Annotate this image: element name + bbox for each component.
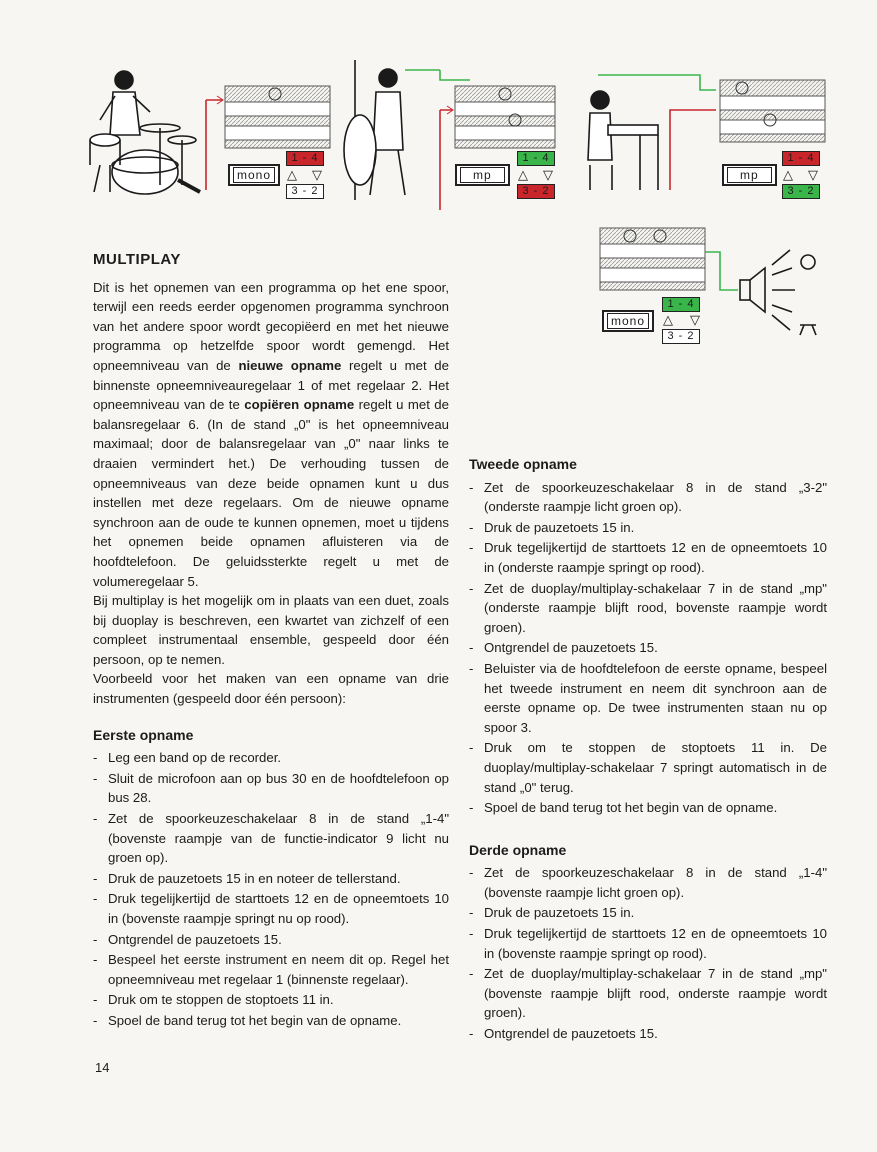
step-list-third (469, 863, 827, 1043)
mode-switch-mp-3: mp (722, 164, 777, 186)
up-triangle-icon: △ (663, 312, 673, 327)
down-triangle-icon: ▽ (808, 167, 818, 182)
list-item: - Druk om te stoppen de stoptoets 11 in. De duoplay/multiplay-schakelaar 7 springt automatisch in de stand „0" terug. (469, 738, 827, 797)
mode-switch-mono-1: mono (228, 164, 280, 186)
up-triangle-icon: △ (287, 167, 297, 182)
list-item: - Zet de spoorkeuzeschakelaar 8 in de stand „1-4" (bovenste raampje van de functie-indicator 9 licht nu groen op). (93, 809, 449, 868)
list-item: - Spoel de band terug tot het begin van de opname. (469, 798, 827, 818)
list-item: - Sluit de microfoon aan op bus 30 en de hoofdtelefoon op bus 28. (93, 769, 449, 808)
indicator-top-2: 1 - 4 (517, 151, 555, 166)
intro-paragraph-2: Bij multiplay is het mogelijk om in plaats van een duet, zoals bij duoplay is beschreven, een kwartet van zichzelf of een compleet instrumentaal ensemble, gespeeld door één persoon, op te nemen. (93, 593, 449, 667)
list-item: - Bespeel het eerste instrument en neem dit op. Regel het opneemniveau met regelaar 1 (binnenste regelaar). (93, 950, 449, 989)
list-item: - Druk de pauzetoets 15 in. (469, 518, 827, 538)
indicator-bottom-2: 3 - 2 (517, 184, 555, 199)
list-item: - Spoel de band terug tot het begin van de opname. (93, 1011, 449, 1031)
page-number: 14 (95, 1060, 110, 1075)
left-column (93, 250, 449, 1032)
indicator-bottom-3: 3 - 2 (782, 184, 820, 199)
down-triangle-icon: ▽ (543, 167, 553, 182)
down-triangle-icon: ▽ (312, 167, 322, 182)
bold-term: copiëren opname (244, 397, 355, 413)
indicator-top-4: 1 - 4 (662, 297, 700, 312)
list-item: - Ontgrendel de pauzetoets 15. (93, 930, 449, 950)
bassist-icon (344, 60, 405, 200)
down-triangle-icon: ▽ (690, 312, 700, 327)
text-run: regelt u met de binnenste opneemniveauregelaar 1 of met regelaar 2. Het opneemniveau van de te (93, 357, 449, 413)
intro-paragraph-3: Voorbeeld voor het maken van een opname van drie instrumenten (gespeeld door één persoon): (93, 671, 449, 707)
indicator-bottom-1: 3 - 2 (286, 184, 324, 199)
list-item: - Ontgrendel de pauzetoets 15. (469, 1024, 827, 1044)
intro-paragraph-1 (93, 278, 449, 592)
tape-panel-4 (600, 228, 738, 290)
list-item: - Ontgrendel de pauzetoets 15. (469, 638, 827, 658)
list-item: - Druk om te stoppen de stoptoets 11 in. (93, 990, 449, 1010)
up-triangle-icon: △ (783, 167, 793, 182)
section-title-first: Eerste opname (93, 726, 194, 743)
indicator-top-1: 1 - 4 (286, 151, 324, 166)
mode-switch-mp-2: mp (455, 164, 510, 186)
list-item: - Leg een band op de recorder. (93, 748, 449, 768)
list-item: - Druk tegelijkertijd de starttoets 12 en de opneemtoets 10 in (bovenste raampje springt nu op rood). (93, 889, 449, 928)
speaker-icon (740, 250, 816, 335)
bold-term: nieuwe opname (238, 357, 342, 373)
text-run: regelt u met de balansregelaar 6. (In de stand „0" is het opneemniveau maximaal; door de balansregelaar van „0" naar links te draaien vermindert het.) De verhouding tussen de opneemniveaus van deze beide opnamen kunt u dus instellen met deze regelaars. Om de nieuwe opname synchroon aan de oude te kunnen opnemen, moet u tijdens het opnemen beide opnamen afluisteren via de hoofdtelefoon. De geluidssterkte regelt u met de volumeregelaar 5. (93, 397, 449, 589)
page-title: MULTIPLAY (93, 251, 181, 268)
list-item: - Zet de spoorkeuzeschakelaar 8 in de stand „3-2" (onderste raampje licht groen op). (469, 478, 827, 517)
indicator-top-3: 1 - 4 (782, 151, 820, 166)
drummer-icon (90, 71, 200, 194)
text-run: Dit is het opnemen van een programma op het ene spoor, terwijl een reeds eerder opgenomen programma synchroon van het andere spoor wordt gecopiëerd en met het nieuwe programma op hetzelfde spoor wordt gemengd. Het opneemniveau van de (93, 279, 449, 373)
list-item: - Druk tegelijkertijd de starttoets 12 en de opneemtoets 10 in (bovenste raampje springt op rood). (469, 924, 827, 963)
list-item: - Druk de pauzetoets 15 in en noteer de tellerstand. (93, 869, 449, 889)
section-title-second: Tweede opname (469, 456, 577, 472)
list-item: - Zet de spoorkeuzeschakelaar 8 in de stand „1-4" (bovenste raampje licht groen op). (469, 863, 827, 902)
organist-icon (588, 91, 658, 190)
mode-switch-mono-4: mono (602, 310, 654, 332)
step-list-second (469, 478, 827, 818)
list-item: - Zet de duoplay/multiplay-schakelaar 7 in de stand „mp" (onderste raampje blijft rood, bovenste raampje wordt groen). (469, 579, 827, 638)
up-triangle-icon: △ (518, 167, 528, 182)
list-item: - Druk de pauzetoets 15 in. (469, 903, 827, 923)
section-title-third: Derde opname (469, 841, 567, 858)
indicator-bottom-4: 3 - 2 (662, 329, 700, 344)
list-item: - Zet de duoplay/multiplay-schakelaar 7 in de stand „mp" (bovenste raampje blijft rood, onderste raampje wordt groen). (469, 964, 827, 1023)
right-column (469, 455, 827, 1045)
list-item: - Druk tegelijkertijd de starttoets 12 en de opneemtoets 10 in (onderste raampje springt op rood). (469, 538, 827, 577)
list-item: - Beluister via de hoofdtelefoon de eerste opname, bespeel het tweede instrument en neem dit synchroon aan de eerste opname op. De twee instrumenten staan nu op spoor 3. (469, 659, 827, 737)
step-list-first (93, 748, 449, 1030)
